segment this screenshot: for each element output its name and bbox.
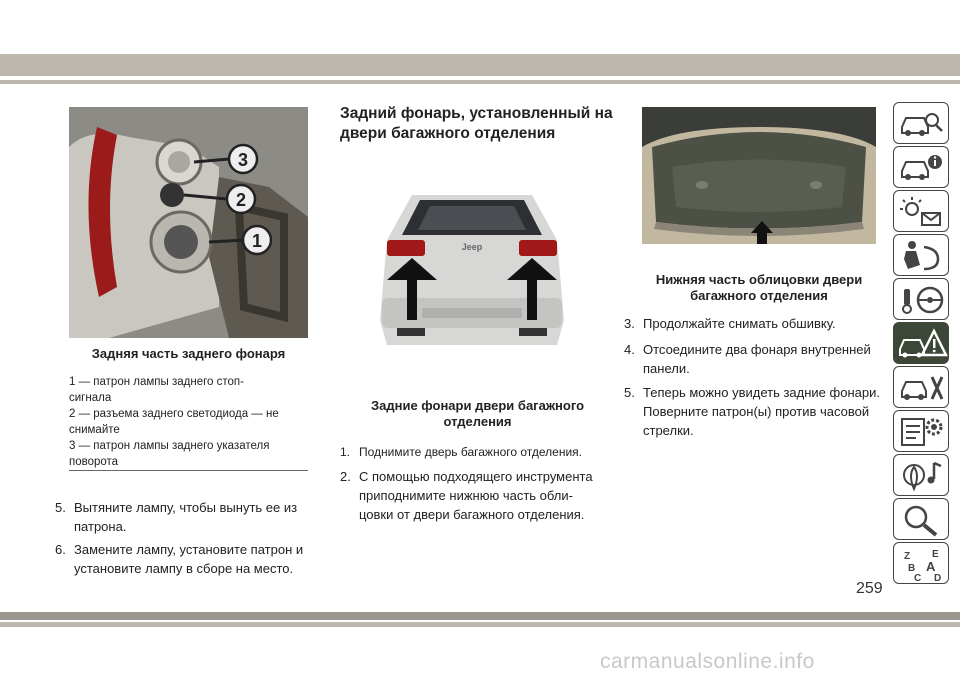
legend-line: 3 — патрон лампы заднего указателя <box>69 440 270 452</box>
legend-line: 2 — разъема заднего светодиода — не <box>69 408 279 420</box>
svg-text:C: C <box>914 573 922 584</box>
svg-text:E: E <box>932 549 939 560</box>
tab-emergency[interactable] <box>893 322 949 364</box>
tab-safety[interactable] <box>893 234 949 276</box>
step-item: 4. Отсоедините два фонаря внутренней панели. <box>624 342 871 376</box>
tab-starting-driving[interactable] <box>893 278 949 320</box>
page-number: 259 <box>856 580 883 597</box>
footer-band <box>0 612 960 620</box>
svg-text:Z: Z <box>904 551 911 562</box>
suv-rear-photo <box>372 180 572 358</box>
tab-service[interactable] <box>893 366 949 408</box>
step-item: 2. С помощью подходящего инструмента приподнимите нижнюю часть обли- цовки от двери багажного отделения. <box>340 469 593 522</box>
header-rule <box>0 80 960 84</box>
step-item: 5. Теперь можно увидеть задние фонари. Поверните патрон(ы) против часовой стрелки. <box>624 385 880 438</box>
svg-text:D: D <box>934 573 942 584</box>
safety-airbag-icon <box>894 235 950 277</box>
section-heading: Задний фонарь, установленный на двери багажного отделения <box>340 105 613 142</box>
callout-2: 2 <box>235 190 247 210</box>
header-band <box>0 54 960 76</box>
tab-multimedia[interactable] <box>893 454 949 496</box>
language-letters-icon <box>894 543 950 585</box>
tab-car-info[interactable] <box>893 146 949 188</box>
warning-lights-message-icon <box>894 191 950 233</box>
starting-driving-icon <box>894 279 950 321</box>
jeep-badge: Jeep <box>461 242 483 252</box>
step-item: 6. Замените лампу, установите патрон и установите лампу в сборе на место. <box>55 542 304 576</box>
multimedia-music-icon <box>894 455 950 497</box>
figure1-legend <box>69 374 308 470</box>
tab-index[interactable] <box>893 498 949 540</box>
step-item: 1. Поднимите дверь багажного отделения. <box>340 445 582 459</box>
tab-specifications[interactable] <box>893 410 949 452</box>
car-service-tools-icon <box>894 367 950 409</box>
legend-line: поворота <box>69 456 119 468</box>
legend-line: снимайте <box>69 424 120 436</box>
figure2-caption: Задние фонари двери багажного отделения <box>370 398 585 429</box>
footer-rule <box>0 622 960 627</box>
legend-divider <box>69 470 308 471</box>
svg-text:B: B <box>908 563 916 574</box>
step-item: 3. Продолжайте снимать обшивку. <box>624 316 836 331</box>
figure3-caption: Нижняя часть облицовки двери багажного отделения <box>655 272 863 303</box>
legend-line: сигнала <box>69 392 112 404</box>
callout-3: 3 <box>237 150 249 170</box>
watermark: carmanualsonline.info <box>600 650 815 673</box>
svg-text:A: A <box>926 559 936 574</box>
tab-warning-lights[interactable] <box>893 190 949 232</box>
callout-1: 1 <box>251 231 263 251</box>
figure1-caption: Задняя часть заднего фонаря <box>91 346 286 361</box>
specifications-gear-icon <box>894 411 950 453</box>
legend-line: 1 — патрон лампы заднего стоп- <box>69 376 244 388</box>
tail-lamp-back-photo <box>69 107 308 338</box>
step-item: 5. Вытяните лампу, чтобы вынуть ее из патрона. <box>55 500 298 534</box>
liftgate-trim-photo <box>642 107 876 244</box>
car-info-icon <box>894 147 950 189</box>
tab-car-search[interactable] <box>893 102 949 144</box>
tab-language[interactable] <box>893 542 949 584</box>
car-search-icon <box>894 103 950 145</box>
emergency-warning-icon <box>894 323 950 365</box>
index-search-icon <box>894 499 950 541</box>
